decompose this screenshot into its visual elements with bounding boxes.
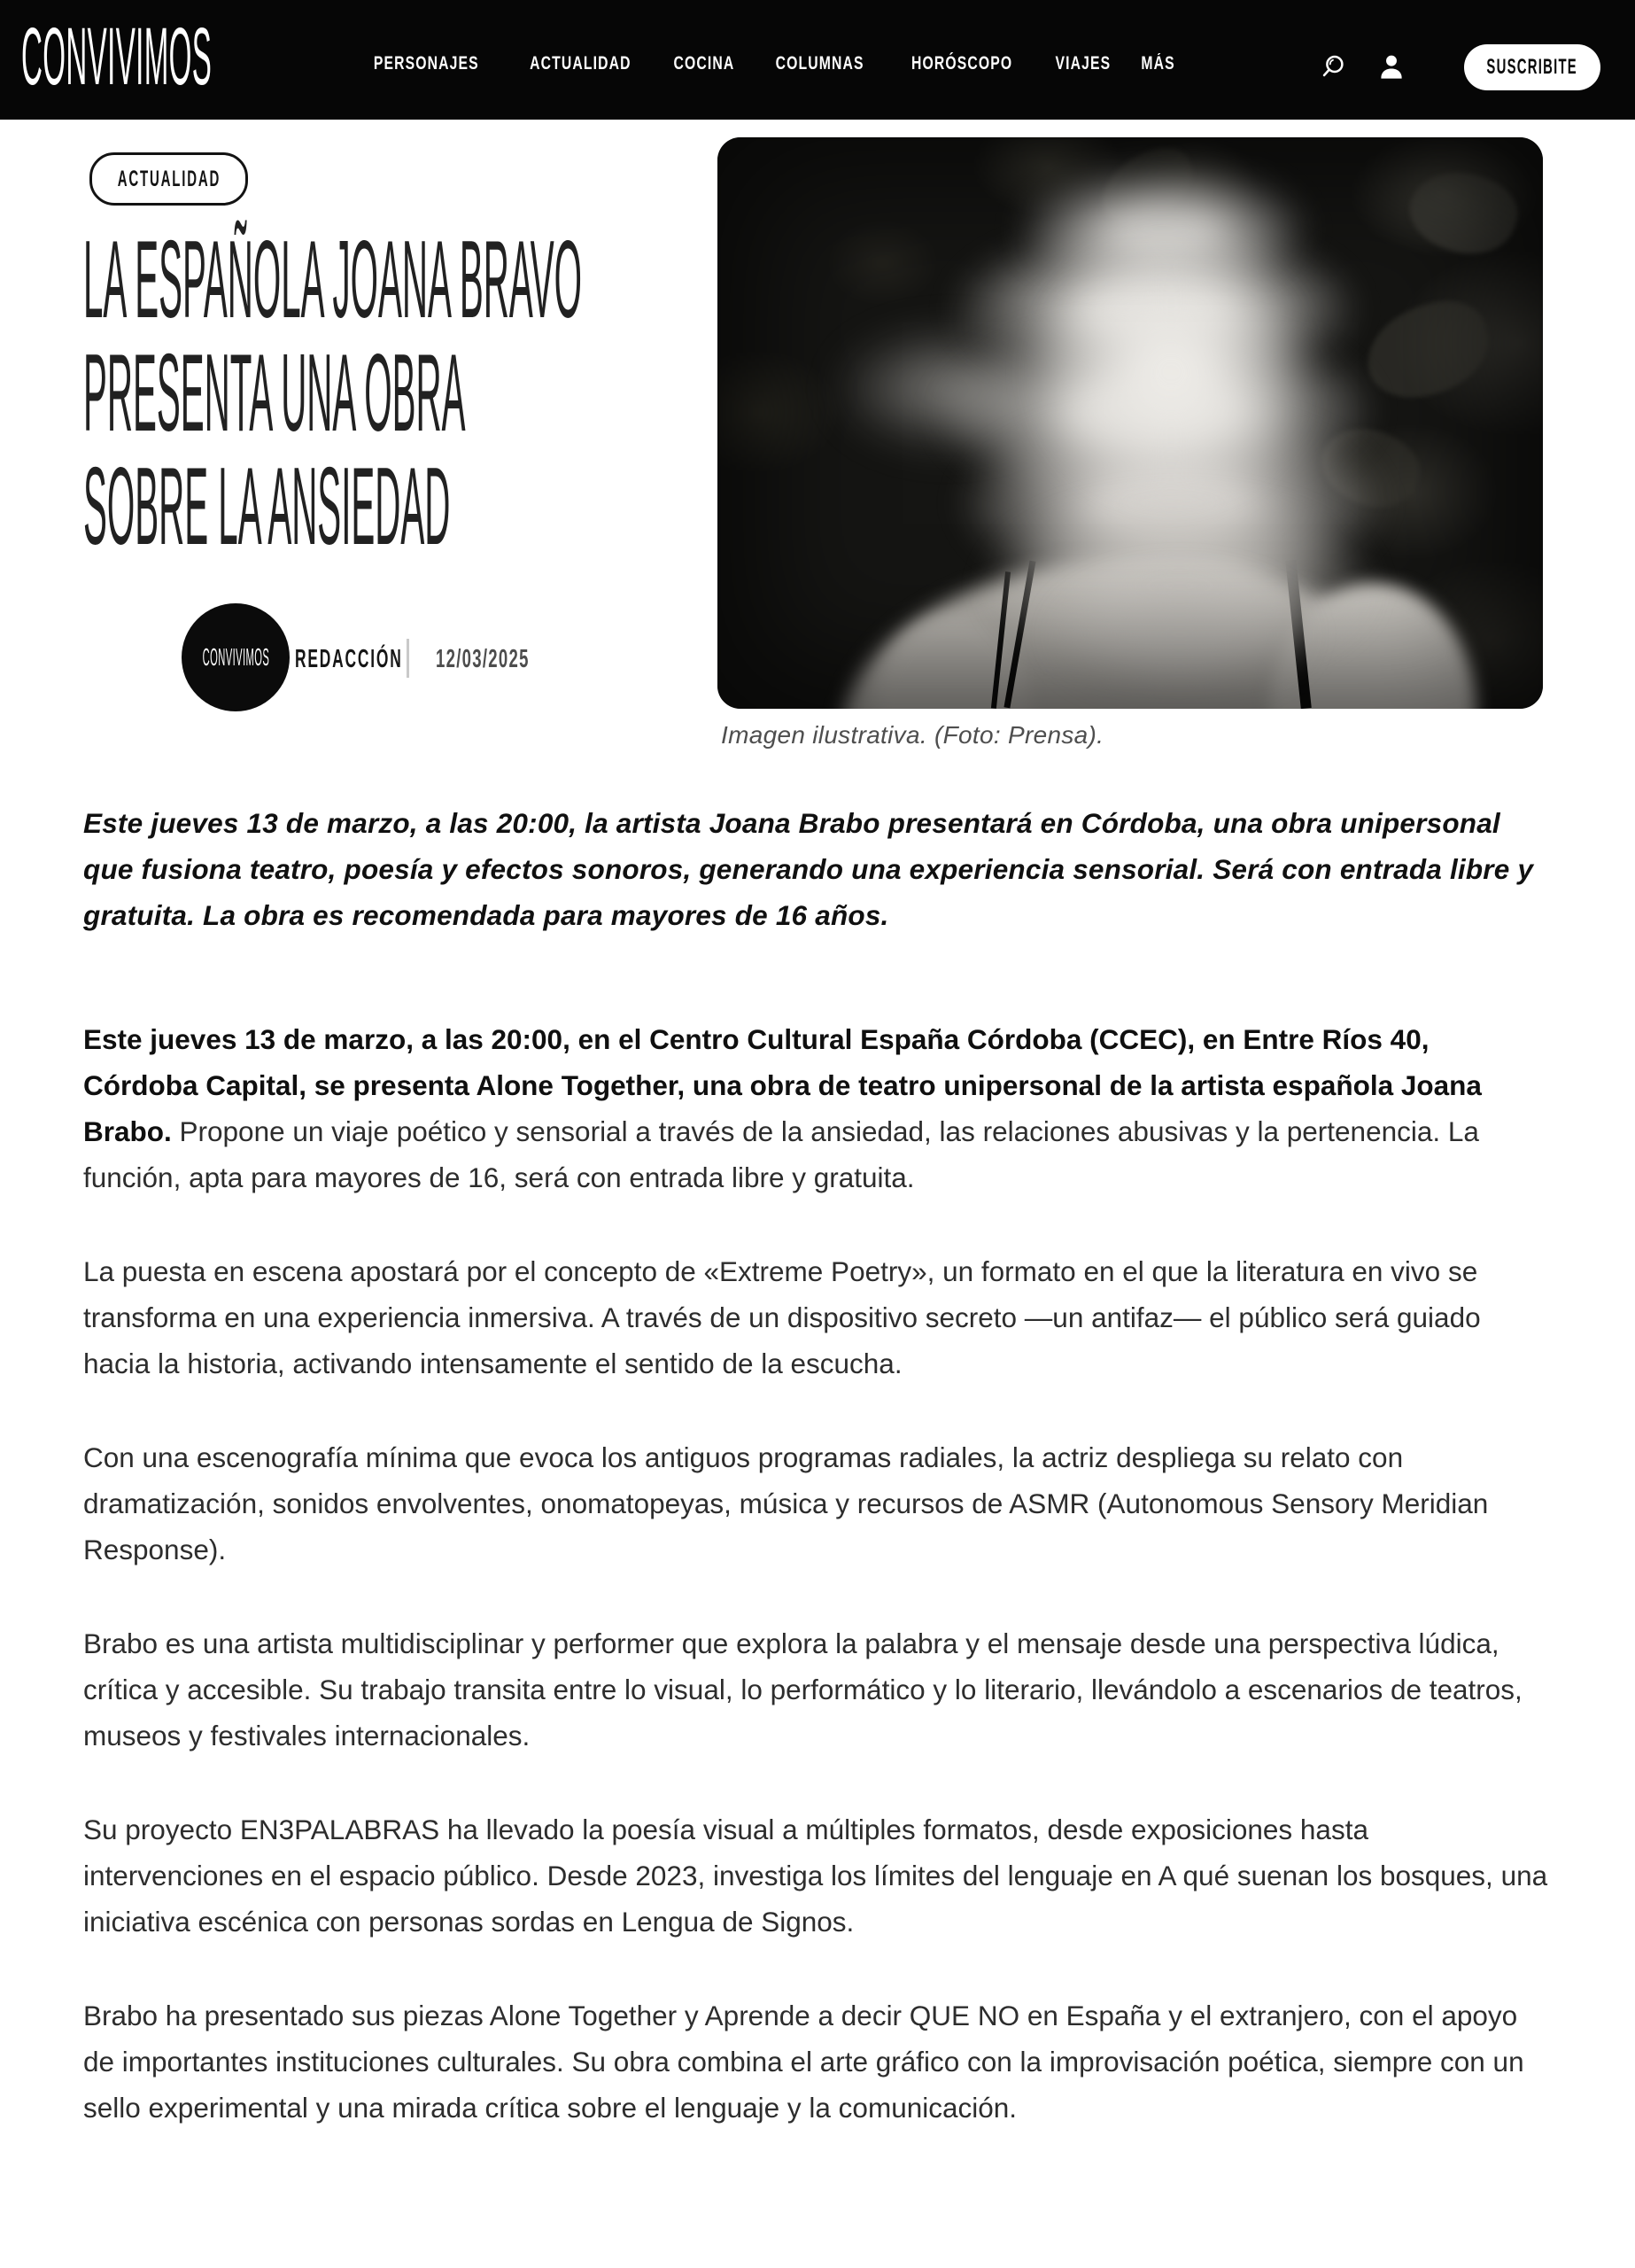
nav-item-mas[interactable]: MÁS (1141, 52, 1176, 74)
search-icon (1320, 53, 1346, 80)
hero-photo (717, 137, 1543, 709)
paragraph (83, 1016, 1550, 1200)
author-avatar[interactable] (182, 603, 290, 711)
hero-photo-vignette (717, 137, 1543, 709)
user-icon (1376, 51, 1406, 82)
paragraph: Brabo ha presentado sus piezas Alone Together y Aprende a decir QUE NO en España y el extranjero, con el apoyo de importantes instituciones culturales. Su obra combina el arte gráfico con la improvisación poética, siempre con un sello experimental y una mirada crítica sobre el lenguaje y la comunicación. (83, 2000, 1524, 2124)
article-body (83, 800, 1550, 2179)
nav-item-horoscopo[interactable]: HORÓSCOPO (911, 52, 1013, 74)
author-avatar-text: CONVIVIMOS (202, 643, 269, 671)
paragraph: Con una escenografía mínima que evoca los antiguos programas radiales, la actriz despliega su relato con dramatización, sonidos envolventes, onomatopeyas, música y recursos de ASMR (Autonomous Sensory Meridian Response). (83, 1441, 1489, 1565)
site-logo-text: CONVIVIMOS (21, 12, 213, 102)
subscribe-button[interactable]: SUSCRIBITE (1464, 44, 1600, 90)
site-header (0, 0, 1635, 120)
main-nav (356, 7, 1182, 120)
lead-paragraph: Este jueves 13 de marzo, a las 20:00, la artista Joana Brabo presentará en Córdoba, una obra unipersonal que fusiona teatro, poesía y efectos sonoros, generando una experiencia sensorial. Será con entrada libre y gratuita. La obra es recomendada para mayores de 16 años. (83, 807, 1534, 931)
paragraph: Brabo es una artista multidisciplinar y performer que explora la palabra y el mensaje desde una perspectiva lúdica, crítica y accesible. Su trabajo transita entre lo visual, lo performático y lo literario, llevándolo a escenarios de teatros, museos y festivales internacionales. (83, 1627, 1523, 1751)
byline-divider (407, 639, 409, 678)
nav-item-actualidad[interactable]: ACTUALIDAD (529, 52, 632, 74)
article-title-line: SOBRE LA ANSIEDAD (83, 446, 451, 568)
paragraph-text: Propone un viaje poético y sensorial a través de la ansiedad, las relaciones abusivas y la pertenencia. La función, apta para mayores de 16, será con entrada libre y gratuita. (83, 1115, 1479, 1193)
photo-caption: Imagen ilustrativa. (Foto: Prensa). (721, 721, 1104, 749)
account-button[interactable] (1376, 51, 1406, 82)
paragraph: Su proyecto EN3PALABRAS ha llevado la poesía visual a múltiples formatos, desde exposiciones hasta intervenciones en el espacio público. Desde 2023, investiga los límites del lenguaje en A qué suenan los bosques, una iniciativa escénica con personas sordas en Lengua de Signos. (83, 1814, 1548, 1938)
paragraph: La puesta en escena apostará por el concepto de «Extreme Poetry», un formato en el que la literatura en vivo se transforma en una experiencia inmersiva. A través de un dispositivo secreto —un antifaz— el público será guiado hacia la historia, activando intensamente el sentido de la escucha. (83, 1255, 1481, 1379)
article-title-line: PRESENTA UNA OBRA (83, 332, 466, 454)
author-name[interactable]: REDACCIÓN (295, 645, 403, 673)
article-title-line: LA ESPAÑOLA JOANA BRAVO (83, 219, 582, 341)
nav-item-viajes[interactable]: VIAJES (1055, 52, 1111, 74)
category-badge[interactable] (89, 152, 248, 206)
nav-item-personajes[interactable]: PERSONAJES (373, 52, 479, 74)
paragraph-bold-intro: Este jueves 13 de marzo, a las 20:00, en el Centro Cultural España Córdoba (CCEC), en Entre Ríos 40, Córdoba Capital, se presenta Alone Together, una obra de teatro unipersonal de la artista española Joana Brabo. (83, 1023, 1482, 1147)
search-button[interactable] (1320, 53, 1346, 80)
category-badge-label: ACTUALIDAD (117, 166, 221, 191)
nav-item-columnas[interactable]: COLUMNAS (775, 52, 864, 74)
article-date: 12/03/2025 (436, 645, 530, 673)
nav-item-cocina[interactable]: COCINA (673, 52, 735, 74)
